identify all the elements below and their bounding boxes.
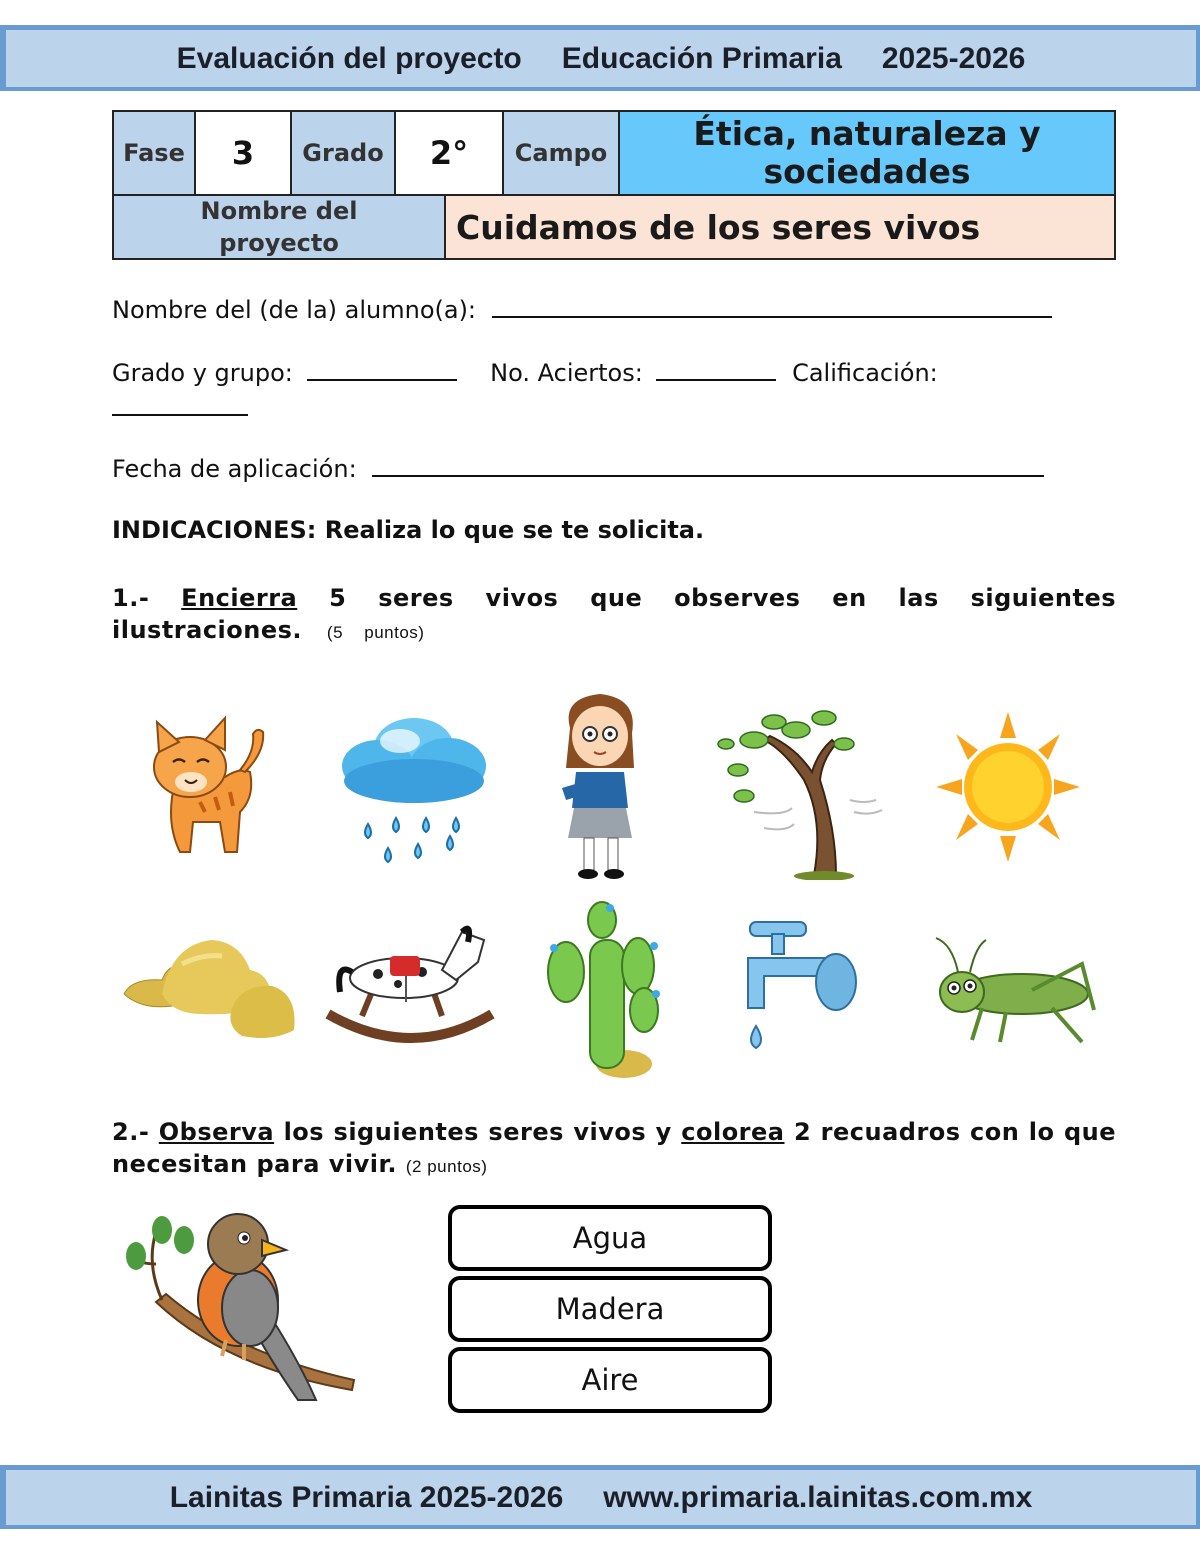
header-title: Evaluación del proyecto xyxy=(176,41,522,75)
q1-number: 1.- xyxy=(112,584,150,612)
rocks-icon[interactable] xyxy=(122,934,298,1044)
option-madera[interactable]: Madera xyxy=(448,1276,772,1342)
grade-group-label: Grado y grupo: xyxy=(112,359,293,387)
aciertos-label: No. Aciertos: xyxy=(490,359,643,387)
student-name-blank[interactable] xyxy=(492,316,1052,318)
instructions: INDICACIONES: Realiza lo que se te solicita. xyxy=(112,516,705,544)
proyecto-label: Nombre del proyecto xyxy=(112,194,446,260)
aciertos-blank[interactable] xyxy=(656,379,776,381)
fase-value: 3 xyxy=(194,110,292,196)
footer-banner xyxy=(0,1465,1200,1529)
q2-text-1: los siguientes seres vivos y xyxy=(283,1118,672,1146)
q2-points: (2 puntos) xyxy=(405,1157,488,1176)
calificacion-blank[interactable] xyxy=(112,394,248,416)
date-label: Fecha de aplicación: xyxy=(112,455,357,483)
faucet-icon[interactable] xyxy=(744,918,860,1064)
option-agua[interactable]: Agua xyxy=(448,1205,772,1271)
q2-verb-observa: Observa xyxy=(158,1118,275,1146)
question-2 xyxy=(112,1116,1116,1183)
grade-group-blank[interactable] xyxy=(307,379,457,381)
footer-url[interactable]: www.primaria.lainitas.com.mx xyxy=(603,1480,1033,1514)
bird-icon[interactable] xyxy=(126,1204,358,1404)
footer-title: Lainitas Primaria 2025-2026 xyxy=(169,1480,564,1514)
cat-icon[interactable] xyxy=(145,712,275,862)
tree-icon[interactable] xyxy=(714,700,886,880)
grasshopper-icon[interactable] xyxy=(922,934,1098,1050)
q1-points: (5 puntos) xyxy=(326,623,425,642)
girl-icon[interactable] xyxy=(552,688,648,884)
date-blank[interactable] xyxy=(372,475,1044,477)
calificacion-row xyxy=(112,394,248,422)
proyecto-value: Cuidamos de los seres vivos xyxy=(444,194,1116,260)
q2-number: 2.- xyxy=(112,1118,150,1146)
grado-value: 2° xyxy=(394,110,504,196)
sun-icon[interactable] xyxy=(936,712,1080,862)
calificacion-label: Calificación: xyxy=(792,359,938,387)
rocking-horse-icon[interactable] xyxy=(322,922,498,1056)
header-level: Educación Primaria xyxy=(561,41,842,75)
question-1 xyxy=(112,582,1116,649)
cactus-icon[interactable] xyxy=(544,900,662,1080)
student-name-row xyxy=(112,296,1052,324)
q2-verb-colorea: colorea xyxy=(681,1118,785,1146)
header-year: 2025-2026 xyxy=(881,41,1026,75)
grade-row xyxy=(112,359,938,387)
campo-label: Campo xyxy=(502,110,620,196)
campo-value: Ética, naturaleza y sociedades xyxy=(618,110,1116,196)
q2-text-2: 2 recuadros con lo que necesitan para vivir. xyxy=(112,1118,1117,1178)
date-row xyxy=(112,455,1044,483)
rain-cloud-icon[interactable] xyxy=(338,706,490,872)
fase-label: Fase xyxy=(112,110,196,196)
header-banner xyxy=(0,25,1200,91)
q1-verb: Encierra xyxy=(181,584,298,612)
grado-label: Grado xyxy=(290,110,396,196)
student-name-label: Nombre del (de la) alumno(a): xyxy=(112,296,477,324)
q1-text: 5 seres vivos que observes en las siguientes ilustraciones. xyxy=(112,584,1117,644)
option-aire[interactable]: Aire xyxy=(448,1347,772,1413)
info-table xyxy=(112,110,1116,260)
